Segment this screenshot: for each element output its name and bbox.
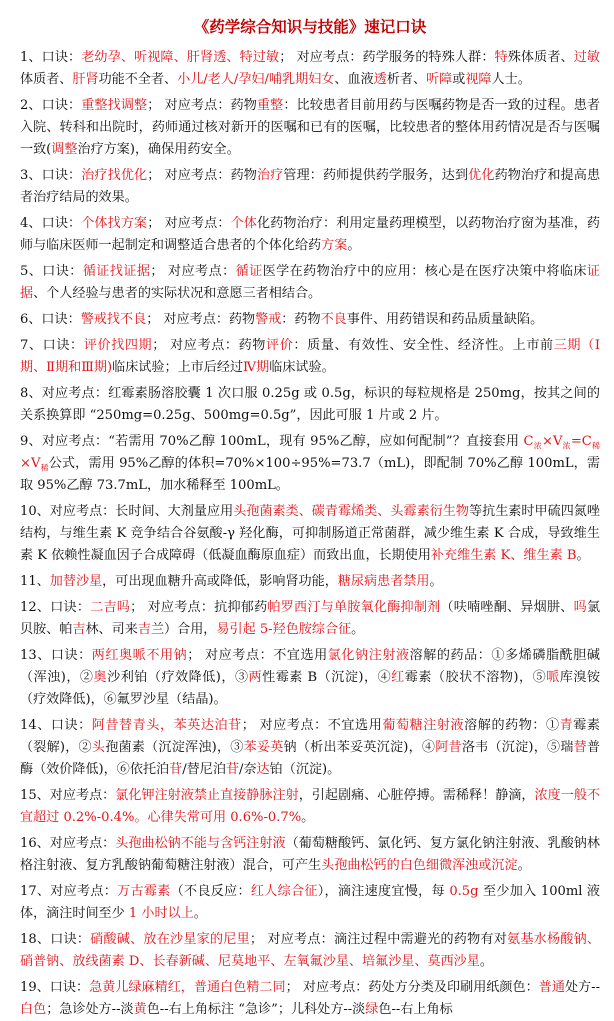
highlight-text: 听障 <box>426 72 453 87</box>
highlight-text: 苯妥英 <box>243 740 284 755</box>
body-text: ：质量、有效性、安全性、经济性。上市前 <box>293 338 554 353</box>
highlight-text: 哌 <box>546 670 560 685</box>
body-text: 功能不全者、 <box>98 72 178 87</box>
body-text: ，引起剧痛、心脏停搏。需稀释！静滴， <box>298 788 535 803</box>
body-text: 公式，需用 95%乙醇的体积=70%×100÷95%=73.7（mL)，即配制 70%乙醇 100mL，需取 95%乙醇 73.7mL，加水稀释至 100mL。 <box>20 456 600 493</box>
highlight-text: 红 <box>391 670 405 685</box>
body-text: 1、口诀： <box>20 50 82 65</box>
entry-9 <box>20 431 600 497</box>
entry-3 <box>20 165 600 209</box>
body-text: ； 对应考点：药物 <box>152 338 267 353</box>
highlight-text: ×V <box>20 456 41 471</box>
highlight-text: 阿昔 <box>435 740 462 755</box>
document-title: 《药学综合知识与技能》速记口诀 <box>193 18 427 36</box>
body-text: 3、口诀： <box>20 168 82 183</box>
highlight-text: 证据 <box>20 264 600 301</box>
body-text: 。 <box>193 906 207 921</box>
body-text: 11、 <box>20 574 50 589</box>
highlight-text: 两 <box>248 670 263 685</box>
entry-16 <box>20 833 600 877</box>
body-text: 9、对应考点：“若需用 70%乙醇 100mL，现有 95%乙醇，应如何配制”？直接套用 <box>20 434 524 449</box>
body-text: 库溴铵（疗效降低)，⑥氟罗沙星（结晶)。 <box>20 670 601 707</box>
entry-list <box>20 47 600 1021</box>
highlight-text: 普通 <box>538 980 565 995</box>
body-text: ），滴注速度宜慢，每 <box>317 884 450 899</box>
highlight-text: 头孢曲松钙的白色细微浑浊或沉淀 <box>321 858 518 873</box>
highlight-text: 透 <box>373 72 387 87</box>
highlight-text: 替 <box>573 740 587 755</box>
body-text: （葡萄糖酸钙、氯化钙、复方氯化钠注射液、乳酸钠林格注射液、复方乳酸钠葡萄糖注射液）混合，可产生 <box>20 836 601 873</box>
body-text: 临床试验。 <box>269 360 335 375</box>
body-text: 铂（沉淀)。 <box>269 762 341 777</box>
highlight-text: 特 <box>494 50 508 65</box>
body-text: ； 对应考点：滴注过程中需避光的药物有对 <box>249 932 508 947</box>
body-text: 7、口诀： <box>20 338 84 353</box>
highlight-text: Ⅳ期 <box>243 360 270 375</box>
highlight-text: 0.5g <box>449 884 479 899</box>
body-text: ； 对应考点：药处方分类及印刷用纸颜色： <box>285 980 539 995</box>
body-text: ：药物 <box>281 312 321 327</box>
entry-18 <box>20 929 600 973</box>
highlight-text: 头孢菌素类、碳青霉烯类、头霉素衍生物 <box>233 504 469 519</box>
body-text: 钠（析出苯妥英沉淀)，④ <box>283 740 436 755</box>
highlight-text: 红人综合征 <box>250 884 318 899</box>
body-text: 2、口诀： <box>20 98 82 113</box>
body-text: 8、对应考点：红霉素肠溶胶囊 1 次口服 0.25g 或 0.5g，标识的每粒规格是 250mg，按其之间的关系换算即 “250mg=0.25g、500mg=0.5g”，因此可服 1 片或 2 片。 <box>20 386 600 423</box>
highlight-text: 稀 <box>40 463 49 473</box>
highlight-text: 加替沙星 <box>49 574 103 589</box>
body-text: 4、口诀： <box>20 216 82 231</box>
highlight-text: 方案 <box>321 238 348 253</box>
body-text: 普酶（效价降低)，⑥依托泊 <box>20 740 601 777</box>
body-text: ； 对应考点：不宜选用 <box>241 718 383 733</box>
highlight-text: 评价找四期 <box>83 338 153 353</box>
highlight-text: 治疗找优化 <box>81 168 148 183</box>
body-text: 。 <box>517 858 531 873</box>
body-text: 孢菌素（沉淀浑浊)，③ <box>105 740 244 755</box>
highlight-text: 警戒 <box>255 312 282 327</box>
highlight-text: 头 <box>91 740 106 755</box>
body-text: 12、口诀： <box>20 600 91 615</box>
highlight-text: 重整找调整 <box>81 98 148 113</box>
highlight-text: 青 <box>559 718 574 733</box>
body-text: ； 对应考点：药物 <box>146 312 256 327</box>
body-text: 氯贝胺、帕 <box>20 600 601 637</box>
body-text: ； 对应考点：抗抑郁药 <box>130 600 268 615</box>
entry-1 <box>20 47 600 91</box>
body-text: 临床试验；上市后经过 <box>112 360 244 375</box>
entry-4 <box>20 213 600 257</box>
highlight-text: 个体 <box>230 216 257 231</box>
body-text: 17、对应考点： <box>20 884 118 899</box>
body-text: 。 <box>351 622 365 637</box>
highlight-text: 循证找证据 <box>82 264 151 279</box>
highlight-text: 帕罗西汀与单胺氧化酶抑制剂 <box>267 600 441 615</box>
highlight-text: 重整 <box>256 98 284 113</box>
body-text: ，可出现血糖升高或降低，影响肾功能， <box>102 574 338 589</box>
body-text: 霉素（胶状不溶物)，⑤ <box>404 670 547 685</box>
highlight-text: 循证 <box>235 264 263 279</box>
body-text: 色--右上角标 <box>378 1002 453 1017</box>
body-text: 至少加入 100ml 液体，滴注时间至少 <box>20 884 601 921</box>
body-text: 事件、用药错误和药品质量缺陷。 <box>346 312 544 327</box>
entry-6 <box>20 309 600 331</box>
highlight-text: 浓 <box>562 441 571 451</box>
highlight-text: 葡萄糖注射液 <box>382 718 465 733</box>
body-text: 霉素（裂解)，② <box>20 718 601 755</box>
body-text: 19、口诀： <box>20 980 90 995</box>
highlight-text: 苷 <box>225 762 240 777</box>
highlight-text: 绿 <box>365 1002 379 1017</box>
highlight-text: 个体找方案 <box>81 216 148 231</box>
body-text: /奈 <box>239 762 257 777</box>
body-text: 。 <box>479 954 493 969</box>
body-text: （呋喃唑酮、异烟肼、 <box>440 600 574 615</box>
highlight-text: 硝酸碱、放在沙星家的尼里 <box>90 932 250 947</box>
entry-8 <box>20 383 600 427</box>
entry-17 <box>20 881 600 925</box>
body-text: ； 对应考点： <box>150 264 236 279</box>
highlight-text: ×V <box>541 434 563 449</box>
highlight-text: 苷 <box>169 762 183 777</box>
highlight-text: 治疗 <box>256 168 284 183</box>
body-text: /替尼泊 <box>182 762 226 777</box>
body-text: 14、口诀： <box>20 718 92 733</box>
body-text: 16、对应考点： <box>20 836 116 851</box>
highlight-text: 糖尿病患者禁用 <box>337 574 430 589</box>
highlight-text: 老幼孕、听视障、肝肾透、特过敏 <box>81 50 280 65</box>
highlight-text: 奥 <box>93 670 108 685</box>
highlight-text: 调整 <box>51 142 78 157</box>
body-text: 林、司来 <box>85 622 138 637</box>
body-text: ；急诊处方--淡 <box>46 1002 134 1017</box>
highlight-text: 小儿/老人/孕妇/哺乳期妇女 <box>177 72 335 87</box>
highlight-text: 二吉吗 <box>90 600 131 615</box>
highlight-text: 浓度一般不宜超过 0.2%-0.4%。心律失常可用 0.6%-0.7% <box>20 788 601 825</box>
body-text: 人士。 <box>491 72 531 87</box>
body-text: 或 <box>452 72 466 87</box>
highlight-text: 达 <box>256 762 270 777</box>
body-text: 15、对应考点： <box>20 788 116 803</box>
body-text: 。 <box>301 810 315 825</box>
highlight-text: 吉 <box>72 622 86 637</box>
entry-11 <box>20 571 600 593</box>
entry-2 <box>20 95 600 161</box>
highlight-text: C <box>523 434 534 449</box>
body-text: 18、口诀： <box>20 932 91 947</box>
body-text: 化药物治疗：利用定量药理模型，以药物治疗窗为基准，药师与临床医师一起制定和调整适合患者的个体化给药 <box>20 216 601 253</box>
body-text: ：比较患者目前用药与医嘱药物是否一致的过程。患者入院、转科和出院时，药师通过核对新开的医嘱和已有的医嘱，比较患者的整体用药情况是否与医嘱一致( <box>20 98 601 157</box>
body-text: 性霉素 B（沉淀)，④ <box>262 670 392 685</box>
body-text: ； 对应考点：不宜选用 <box>187 648 328 663</box>
body-text: 沙利铂（疗效降低)，③ <box>107 670 249 685</box>
highlight-text: 补充维生素 K、维生素 B <box>430 548 577 563</box>
entry-13 <box>20 645 600 711</box>
highlight-text: 吗 <box>573 600 587 615</box>
body-text: 6、口诀： <box>20 312 81 327</box>
body-text: ； 对应考点：药学服务的特殊人群： <box>279 50 495 65</box>
highlight-text: 稀 <box>591 441 601 451</box>
body-text: 洛韦（沉淀)，⑤瑞 <box>461 740 574 755</box>
body-text: 、个人经验与患者的实际状况和意愿三者相结合。 <box>33 286 322 301</box>
body-text: 。 <box>347 238 361 253</box>
entry-5 <box>20 261 600 305</box>
highlight-text: 万古霉素 <box>117 884 171 899</box>
highlight-text: 氨基水杨酸钠、硝普钠、放线菌素 D、长春新碱、尼莫地平、左氧氟沙星、培氟沙星、莫西沙星 <box>20 932 601 969</box>
body-text: 兰）合用， <box>150 622 217 637</box>
body-text: 体质者、 <box>20 72 73 87</box>
highlight-text: 吉 <box>137 622 151 637</box>
entry-10 <box>20 501 600 567</box>
highlight-text: 视障 <box>465 72 492 87</box>
highlight-text: 急黄儿绿麻精红，普通白色精二同 <box>89 980 286 995</box>
highlight-text: =C <box>570 434 592 449</box>
highlight-text: 两红奥哌不用钠 <box>91 648 188 663</box>
body-text: ； 对应考点： <box>147 216 231 231</box>
body-text: 治疗方案)，确保用药安全。 <box>77 142 240 157</box>
highlight-text: 头孢曲松钠不能与含钙注射液 <box>115 836 286 851</box>
highlight-text: 浓 <box>533 441 542 451</box>
body-text: （不良反应： <box>170 884 251 899</box>
body-text: 。 <box>429 574 443 589</box>
entry-15 <box>20 785 600 829</box>
entry-7 <box>20 335 600 379</box>
highlight-text: 白色 <box>20 1002 47 1017</box>
body-text: 药物治疗和提高患者治疗结局的效果。 <box>20 168 601 205</box>
body-text: 5、口诀： <box>20 264 83 279</box>
body-text: 10、对应考点：长时间、大剂量应用 <box>20 504 234 519</box>
highlight-text: 氯化钠注射液 <box>327 648 410 663</box>
highlight-text: 优化 <box>468 168 495 183</box>
highlight-text: 黄 <box>133 1002 147 1017</box>
highlight-text: 过敏 <box>573 50 601 65</box>
body-text: ； 对应考点：药物 <box>147 168 257 183</box>
entry-14 <box>20 715 600 781</box>
body-text: 处方-- <box>564 980 600 995</box>
body-text: 。 <box>576 548 590 563</box>
highlight-text: 易引起 5-羟色胺综合征 <box>216 622 352 637</box>
highlight-text: 不良 <box>320 312 347 327</box>
body-text: 、血液 <box>334 72 374 87</box>
body-text: 医学在药物治疗中的应用：核心是在医疗决策中将临床 <box>262 264 587 279</box>
body-text: 管理：药师提供药学服务，达到 <box>283 168 469 183</box>
highlight-text: 氯化钾注射液禁止直接静脉注射 <box>115 788 299 803</box>
highlight-text: 评价 <box>266 338 294 353</box>
highlight-text: 警戒找不良 <box>80 312 147 327</box>
body-text: ； 对应考点：药物 <box>147 98 257 113</box>
highlight-text: 肝肾 <box>72 72 99 87</box>
body-text: 溶解的药物：① <box>464 718 560 733</box>
body-text: 色--右上角标注 “急诊”；儿科处方--淡 <box>146 1002 366 1017</box>
body-text: 13、口诀： <box>20 648 92 663</box>
highlight-text: 三期（Ⅰ期、Ⅱ期和Ⅲ期) <box>20 338 600 375</box>
entry-19 <box>20 977 600 1021</box>
body-text: 殊体质者、 <box>507 50 574 65</box>
body-text: 等抗生素时甲硫四氮唑结构，与维生素 K 竞争结合谷氨酸-γ 羟化酶，可抑制肠道正常菌群，减少维生素 K 合成，导致维生素 K 依赖性凝血因子合成障碍（低凝血酶原血症）而致出血，长期使用 <box>20 504 600 563</box>
body-text: 析者、 <box>386 72 427 87</box>
highlight-text: 1 小时以上 <box>128 906 194 921</box>
entry-12 <box>20 597 600 641</box>
highlight-text: 阿昔替青头，苯英达泊苷 <box>91 718 242 733</box>
body-text: 溶解的药品：①多烯磷脂酰胆碱（浑浊)，② <box>20 648 600 685</box>
